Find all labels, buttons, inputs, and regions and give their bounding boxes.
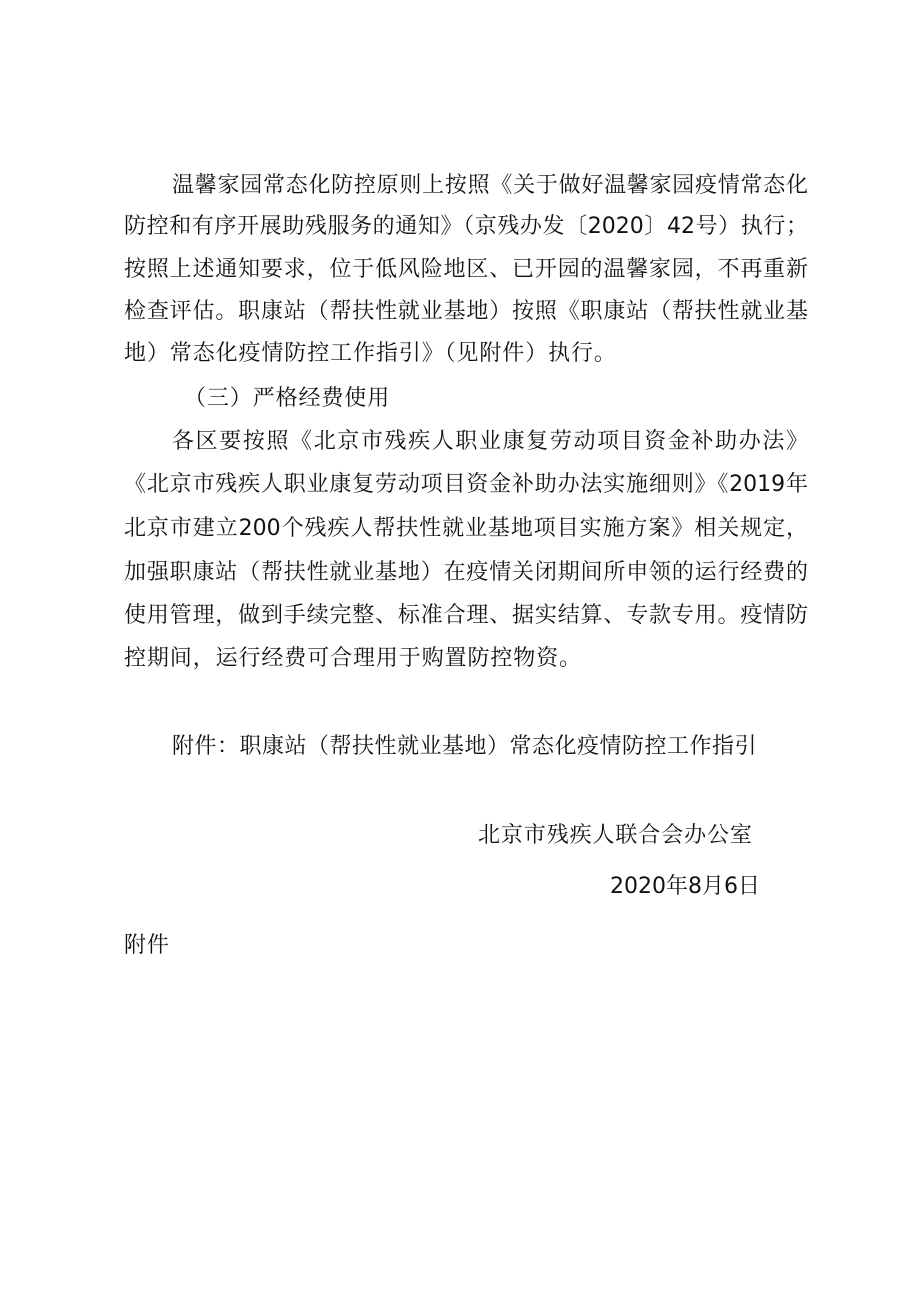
paragraph-1-line-2: 防控和有序开展助残服务的通知》（京残办发〔2020〕42号）执行； bbox=[124, 214, 808, 239]
paragraph-1-line-4: 检查评估。职康站（帮扶性就业基地）按照《职康站（帮扶性就业基 bbox=[124, 299, 808, 324]
paragraph-1-line-3: 按照上述通知要求，位于低风险地区、已开园的温馨家园，不再重新 bbox=[124, 257, 808, 282]
signature-date: 2020年8月6日 bbox=[610, 874, 760, 899]
attachment-note: 附件：职康站（帮扶性就业基地）常态化疫情防控工作指引 bbox=[172, 734, 758, 759]
section-3-line-1: 各区要按照《北京市残疾人职业康复劳动项目资金补助办法》 bbox=[172, 429, 808, 454]
section-3-line-2: 《北京市残疾人职业康复劳动项目资金补助办法实施细则》《2019年 bbox=[124, 472, 808, 497]
section-3-line-5: 使用管理，做到手续完整、标准合理、据实结算、专款专用。疫情防 bbox=[124, 603, 808, 628]
section-3-line-4: 加强职康站（帮扶性就业基地）在疫情关闭期间所申领的运行经费的 bbox=[124, 560, 808, 585]
signature-organization: 北京市残疾人联合会办公室 bbox=[478, 823, 753, 848]
section-3-heading: （三）严格经费使用 bbox=[184, 386, 391, 411]
paragraph-1-line-1: 温馨家园常态化防控原则上按照《关于做好温馨家园疫情常态化 bbox=[172, 173, 808, 198]
appendix-label: 附件 bbox=[124, 933, 170, 958]
section-3-line-3: 北京市建立200个残疾人帮扶性就业基地项目实施方案》相关规定， bbox=[124, 516, 808, 541]
section-3-line-6: 控期间，运行经费可合理用于购置防控物资。 bbox=[124, 646, 583, 671]
paragraph-1-line-5: 地）常态化疫情防控工作指引》（见附件）执行。 bbox=[124, 341, 617, 366]
